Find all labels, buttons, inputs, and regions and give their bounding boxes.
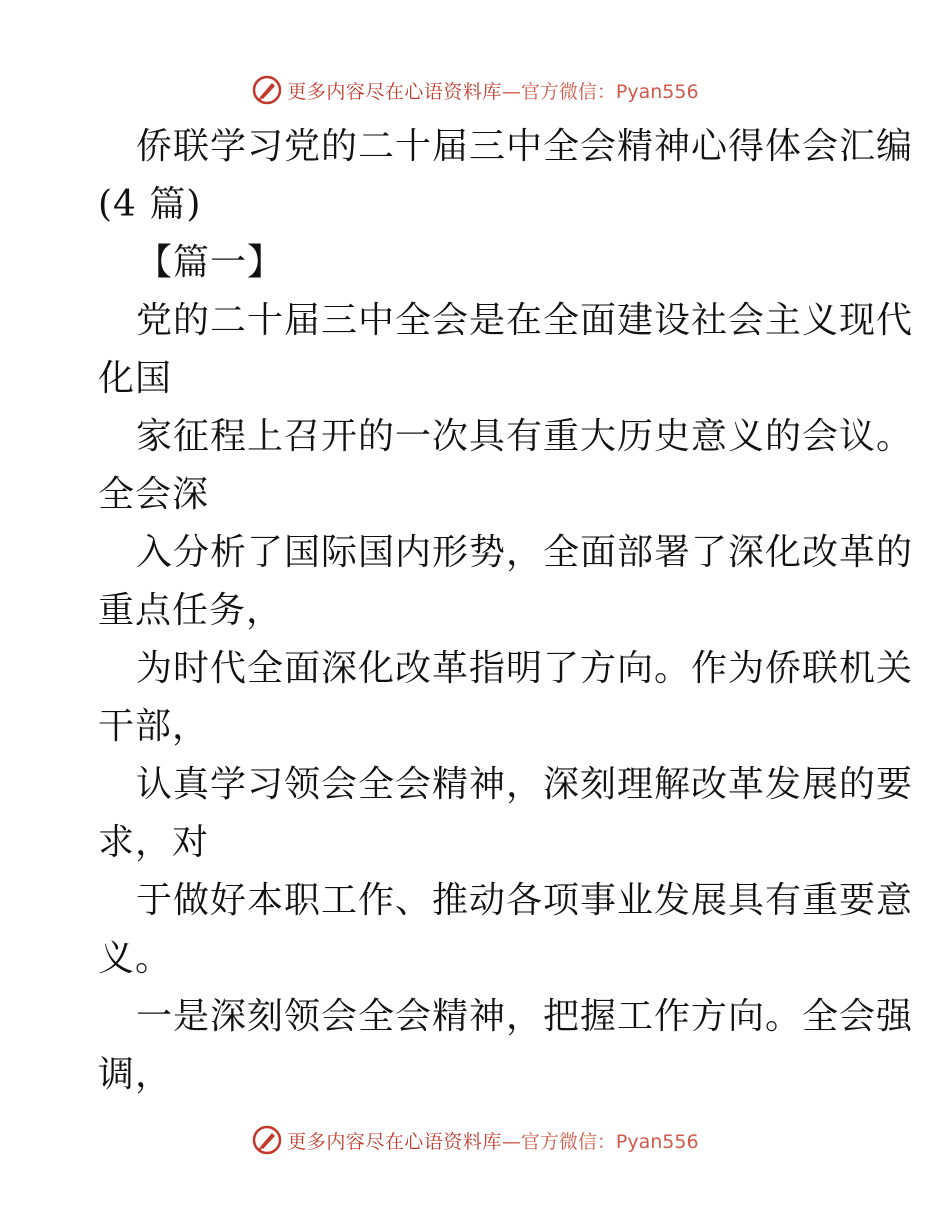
paragraph-line: 干部， [98, 706, 210, 747]
paragraph-line: 认真学习领会全会精神，深刻理解改革发展的要 [136, 764, 914, 805]
paragraph-line: 家征程上召开的一次具有重大历史意义的会议。 [136, 416, 914, 457]
watermark-brand: 更多内容尽在心语资料库 [287, 80, 502, 103]
watermark-contact: —官方微信：Pyan556 [501, 80, 699, 103]
paragraph-line: 重点任务， [98, 590, 284, 631]
section-heading: 【篇一】 [136, 242, 285, 283]
watermark-contact: —官方微信：Pyan556 [501, 1130, 699, 1153]
paragraph-line: 化国 [98, 358, 173, 399]
paragraph-line: 义。 [98, 938, 173, 979]
paragraph-line: 求，对 [98, 822, 210, 863]
paragraph-line: 党的二十届三中全会是在全面建设社会主义现代 [136, 300, 914, 341]
document-title-count: (4 篇) [98, 184, 202, 225]
document-body [98, 118, 914, 1104]
paragraph-line: 一是深刻领会全会精神，把握工作方向。全会强 [136, 996, 914, 1037]
watermark-header [0, 70, 950, 110]
pen-logo-icon [251, 1124, 283, 1156]
paragraph-line: 为时代全面深化改革指明了方向。作为侨联机关 [136, 648, 914, 689]
document-title: 侨联学习党的二十届三中全会精神心得体会汇编 [136, 126, 914, 167]
paragraph-line: 于做好本职工作、推动各项事业发展具有重要意 [136, 880, 914, 921]
paragraph-line: 入分析了国际国内形势，全面部署了深化改革的 [136, 532, 914, 573]
paragraph-line: 全会深 [98, 474, 210, 515]
watermark-footer [0, 1120, 950, 1160]
paragraph-line: 调， [98, 1054, 173, 1095]
watermark-brand: 更多内容尽在心语资料库 [287, 1130, 502, 1153]
pen-logo-icon [251, 74, 283, 106]
